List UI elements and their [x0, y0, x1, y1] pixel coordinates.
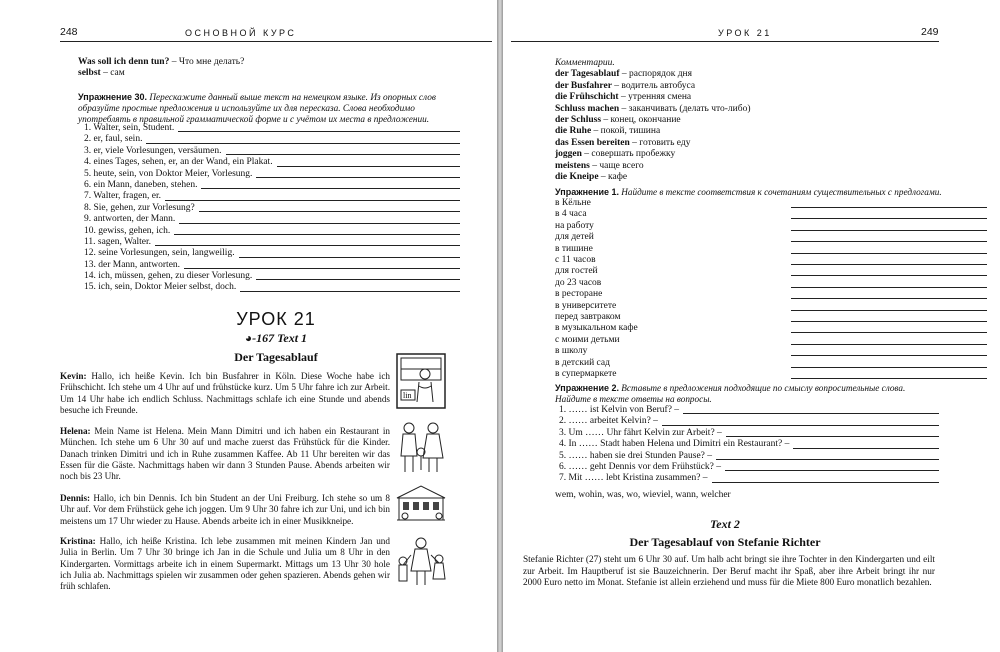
answer-line[interactable] — [791, 253, 987, 254]
exercise-1-label: Упражнение 1. — [555, 187, 619, 197]
building-illustration — [395, 482, 447, 524]
exercise-30-text: Перескажите данный выше текст на немецком языке. Из опорных слов образуйте простые предложения и используйте их для пересказа. Слова необходимо употреблять в правильной грамматической форме и с учётом их места в предложении. — [78, 93, 436, 125]
exercise-item: 4. In …… Stadt haben Helena und Dimitri ein Restaurant? – — [559, 439, 939, 450]
answer-line[interactable] — [791, 310, 987, 311]
comments-label: Комментарии. — [555, 58, 615, 68]
exercise-1-instruction — [555, 187, 945, 198]
svg-text:lin: lin — [403, 391, 412, 400]
text2-body: Stefanie Richter (27) steht um 6 Uhr 30 auf. Um halb acht bringt sie ihre Tochter in den Kindergarten und eilt zur Arbeit. Im Hauptberuf ist sie Bauzeichnerin. Der Beruf macht ihr Spaß, aber ihre Arbeit bringt ihr nur 2000 Euro netto im Monat. Stefanie ist allein erziehend und muss für die Miete 800 Euro monatlich bezahlen. — [523, 555, 935, 589]
exercise-item: 6. …… geht Dennis vor dem Frühstück? – — [559, 462, 939, 473]
lesson-title: УРОК 21 — [236, 309, 316, 329]
exercise-2-label: Упражнение 2. — [555, 383, 619, 393]
exercise-item: 14. ich, müssen, gehen, zu dieser Vorlesung. — [84, 271, 460, 282]
answer-line[interactable] — [155, 245, 460, 246]
answer-line[interactable] — [791, 344, 987, 345]
answer-line[interactable] — [199, 211, 460, 212]
exercise-item: 7. Mit …… lebt Kristina zusammen? – — [559, 473, 939, 484]
exercise-item: в тишине — [555, 243, 593, 254]
mother-children-illustration — [395, 535, 447, 589]
intro-vocab — [78, 57, 478, 80]
answer-line[interactable] — [256, 279, 460, 280]
exercise-item: в супермаркете — [555, 369, 617, 379]
family-illustration — [395, 418, 447, 476]
paragraph-text: Hallo, ich heiße Kevin. Ich bin Busfahrer in Köln. Diese Woche habe ich Frühschicht. Ich stehe um 4 Uhr auf und frühstücke kurz. Um 5 Uhr fahre ich zur Arbeit. Um 14 Uhr habe ich endlich Schluss. Nachmittags schlafe ich eine Stunde und abends besuche ich Freunde. — [60, 371, 390, 415]
answer-line[interactable] — [146, 143, 460, 144]
exercise-item: для детей — [555, 232, 594, 243]
answer-line[interactable] — [725, 470, 939, 471]
answer-line[interactable] — [240, 291, 460, 292]
answer-line[interactable] — [239, 257, 460, 258]
exercise-item: 8. Sie, gehen, zur Vorlesung? — [84, 203, 460, 214]
exercise-item: в университете — [555, 300, 617, 311]
answer-line[interactable] — [174, 234, 460, 235]
vocab-entry: der Tagesablauf – распорядок дня — [555, 69, 692, 80]
audio-track — [60, 331, 492, 346]
intro-question-de: Was soll ich denn tun? — [78, 57, 170, 67]
exercise-item: 4. eines Tages, sehen, er, an der Wand, ein Plakat. — [84, 157, 460, 168]
exercise-30-items — [84, 123, 460, 294]
exercise-item: в ресторане — [555, 289, 603, 300]
exercise-item: 1. Walter, sein, Student. — [84, 123, 460, 134]
answer-line[interactable] — [791, 230, 987, 231]
answer-line[interactable] — [791, 378, 987, 379]
exercise-item: в школу — [555, 346, 588, 357]
exercise-item: 3. er, viele Vorlesungen, versäumen. — [84, 146, 460, 157]
exercise-item: 13. der Mann, antworten. — [84, 260, 460, 271]
paragraph-text: Hallo, ich bin Dennis. Ich bin Student an der Uni Freiburg. Ich stehe so um 8 Uhr auf. Vor dem Frühstück gehe ich joggen. Um 9 Uhr 30 fahre ich zur Uni, und ich bin meistens um 17 Uhr wieder zu Hause. Abends arbeite ich in einer Musikkneipe. — [60, 493, 390, 526]
answer-line[interactable] — [791, 355, 987, 356]
answer-line[interactable] — [791, 241, 987, 242]
exercise-item: 15. ich, sein, Doktor Meier selbst, doch. — [84, 282, 460, 293]
answer-line[interactable] — [256, 177, 460, 178]
vocab-entry: joggen – совершать пробежку — [555, 149, 676, 160]
answer-line[interactable] — [712, 482, 939, 483]
exercise-item: в музыкальном кафе — [555, 323, 638, 334]
exercise-item: для гостей — [555, 266, 598, 277]
right-running-head: УРОК 21 — [718, 28, 772, 38]
left-header-rule — [60, 41, 492, 42]
exercise-30-instruction — [78, 92, 462, 126]
text2-title: Der Tagesablauf von Stefanie Richter — [629, 535, 821, 549]
left-page — [0, 0, 497, 652]
answer-line[interactable] — [201, 188, 460, 189]
answer-line[interactable] — [277, 166, 460, 167]
intro-word-de: selbst — [78, 68, 101, 79]
answer-line[interactable] — [791, 332, 987, 333]
answer-line[interactable] — [165, 200, 460, 201]
comments-block — [555, 58, 935, 183]
exercise-item: 3. Um …… Uhr fährt Kelvin zur Arbeit? – — [559, 428, 939, 439]
answer-line[interactable] — [791, 287, 987, 288]
exercise-item: перед завтраком — [555, 312, 621, 322]
vocab-entry: meistens – чаще всего — [555, 160, 644, 171]
exercise-item: 11. sagen, Walter. — [84, 237, 460, 248]
exercise-2-text: Вставьте в предложения подходящие по смыслу вопросительные слова. Найдите в тексте ответы на вопросы. — [555, 383, 906, 404]
vocab-entry: die Frühschicht – утренняя смена — [555, 92, 692, 103]
speaker-name: Kristina: — [60, 536, 96, 546]
answer-line[interactable] — [226, 154, 460, 155]
exercise-item: с 11 часов — [555, 255, 596, 265]
exercise-30-label: Упражнение 30. — [78, 92, 148, 102]
exercise-item: 9. antworten, der Mann. — [84, 214, 460, 225]
exercise-item: в детский сад — [555, 357, 610, 368]
exercise-2-instruction — [555, 383, 939, 405]
exercise-item: 2. er, faul, sein. — [84, 134, 460, 145]
answer-line[interactable] — [791, 298, 987, 299]
exercise-item: с моими детьми — [555, 334, 620, 345]
answer-line[interactable] — [726, 436, 939, 437]
exercise-item: 5. heute, sein, von Doktor Meier, Vorlesung. — [84, 169, 460, 180]
speaker-name: Helena: — [60, 426, 91, 436]
vocab-entry: der Busfahrer – водитель автобуса — [555, 80, 696, 91]
answer-line[interactable] — [791, 264, 987, 265]
paragraph-kevin — [60, 371, 390, 416]
speaker-name: Dennis: — [60, 493, 91, 503]
vocab-entry: der Schluss – конец, окончание — [555, 115, 681, 126]
exercise-item: 5. …… haben sie drei Stunden Pause? – — [559, 451, 939, 462]
answer-line[interactable] — [716, 459, 939, 460]
audio-track-label: -167 Text 1 — [252, 331, 308, 345]
answer-line[interactable] — [662, 425, 939, 426]
left-running-head: ОСНОВНОЙ КУРС — [185, 28, 297, 38]
paragraph-dennis — [60, 493, 390, 527]
answer-line[interactable] — [791, 321, 987, 322]
paragraph-text: Hallo, ich heiße Kristina. Ich lebe zusammen mit meinen Kindern Jan und Julia in Berlin. Um 7 Uhr 30 bringe ich Jan in die Schule und Julia um 8 Uhr in den Kindergarten. Vormittags arbeite ich in einem Supermarkt. Mittags um 13 Uhr 30 hole ich Julia ab. Nachmittags spielen wir zusammen oder gehen spazieren. Abends gehen wir früh schlafen. — [60, 536, 390, 592]
exercise-item: 12. seine Vorlesungen, sein, langweilig. — [84, 248, 460, 259]
bus-driver-illustration — [395, 352, 447, 410]
vocab-entry: die Kneipe – кафе — [555, 172, 628, 183]
vocab-entry: Schluss machen – заканчивать (делать что-либо) — [555, 103, 751, 114]
speaker-name: Kevin: — [60, 371, 87, 381]
right-page — [503, 0, 1000, 652]
exercise-item: 7. Walter, fragen, er. — [84, 191, 460, 202]
answer-line[interactable] — [791, 275, 987, 276]
paragraph-text: Mein Name ist Helena. Mein Mann Dimitri und ich haben ein Restaurant in München. Ich stehe um 6 Uhr 30 auf und mache zuerst das Frühstück für die Kinder. Danach trinken Dimitri und ich in Ruhe zusammen Kaffee. Ab 11 Uhr bereiten wir das Essen für die Gäste. Nachmittags haben wir dann 3 Stunden Pause. Abends arbeiten wir noch bis 23 Uhr. — [60, 426, 390, 482]
answer-line[interactable] — [791, 367, 987, 368]
answer-line[interactable] — [793, 448, 939, 449]
exercise-item: 10. gewiss, gehen, ich. — [84, 226, 460, 237]
word-bank: wem, wohin, was, wo, wieviel, wann, welcher — [555, 489, 731, 500]
exercise-item: 6. ein Mann, daneben, stehen. — [84, 180, 460, 191]
headphones-icon: ◕ — [244, 331, 253, 345]
right-header-rule — [511, 41, 939, 42]
intro-question-ru: – Что мне делать? — [169, 57, 245, 67]
exercise-item: на работу — [555, 220, 594, 231]
answer-line[interactable] — [184, 268, 460, 269]
answer-line[interactable] — [179, 223, 460, 224]
left-page-number: 248 — [60, 26, 78, 38]
exercise-2-items — [555, 404, 939, 501]
text1-title: Der Tagesablauf — [234, 350, 318, 364]
paragraph-helena — [60, 426, 390, 482]
answer-line[interactable] — [683, 413, 939, 414]
paragraph-kristina — [60, 536, 390, 592]
exercise-item: 1. …… ist Kelvin von Beruf? – — [559, 405, 939, 416]
exercise-item: в Кёльне — [555, 198, 591, 208]
answer-line[interactable] — [791, 218, 987, 219]
exercise-1-text: Найдите в тексте соответствия к сочетаниям существительных с предлогами. — [619, 187, 942, 197]
exercise-item: 2. …… arbeitet Kelvin? – — [559, 416, 939, 427]
vocab-entry: das Essen bereiten – готовить еду — [555, 137, 691, 148]
intro-word-ru: – сам — [100, 68, 125, 79]
text2-label: Text 2 — [710, 517, 740, 531]
exercise-1-items — [555, 198, 989, 382]
vocab-entry: die Ruhe – покой, тишина — [555, 126, 661, 137]
answer-line[interactable] — [791, 207, 987, 208]
exercise-item: до 23 часов — [555, 277, 602, 288]
exercise-item: в 4 часа — [555, 209, 587, 220]
answer-line[interactable] — [178, 131, 460, 132]
right-page-number: 249 — [921, 26, 939, 38]
